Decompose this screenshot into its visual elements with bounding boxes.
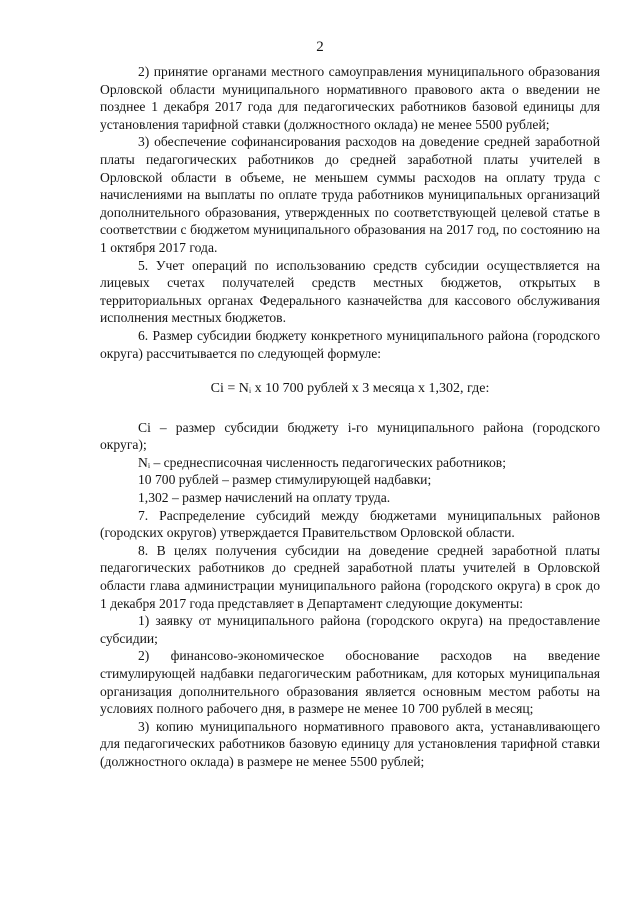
- definition-ci: Ci – размер субсидии бюджету i-го муниципального района (городского округа);: [100, 419, 600, 453]
- paragraph-clause-8-item-3: 3) копию муниципального нормативного правового акта, устанавливающего для педагогических работников базовую единицу для установления тарифной ставки (должностного оклада) в размере не менее 5500 рублей;: [100, 718, 600, 769]
- paragraph-item-3: 3) обеспечение софинансирования расходов на доведение средней заработной платы педагогических работников до средней заработной платы учителей в Орловской области в объеме, не меньшем суммы расходов на оплату труда с начислениями на выплаты по оплате труда работников муниципальных организаций дополнительного образования, утвержденных по соответствующей целевой статье в соответствии с бюджетом муниципального образования на 2017 год, по состоянию на 1 октября 2017 года.: [100, 134, 600, 255]
- paragraph-clause-8: 8. В целях получения субсидии на доведение средней заработной платы педагогических работников до средней заработной платы учителей в Орловской области глава администрации муниципального района (городского округа) в срок до 1 декабря 2017 года представляет в Департамент следующие документы:: [100, 542, 600, 611]
- definition-1302: 1,302 – размер начислений на оплату труда.: [138, 490, 391, 506]
- document-body: [100, 63, 600, 771]
- paragraph-clause-8-item-1: 1) заявку от муниципального района (городского округа) на предоставление субсидии;: [100, 613, 600, 646]
- page-number: 2: [316, 39, 324, 55]
- definition-10700: 10 700 рублей – размер стимулирующей надбавки;: [138, 472, 432, 488]
- definition-ni: Nᵢ – среднесписочная численность педагогических работников;: [138, 454, 506, 470]
- subsidy-formula: Ci = Nᵢ x 10 700 рублей x 3 месяца x 1,302, где:: [210, 381, 490, 397]
- paragraph-clause-5: 5. Учет операций по использованию средств субсидии осуществляется на лицевых счетах получателей средств местных бюджетов, открытых в территориальных органах Федерального казначейства для кассового обслуживания исполнения местных бюджетов.: [100, 257, 600, 326]
- paragraph-clause-7: 7. Распределение субсидий между бюджетами муниципальных районов (городских округов) утверждается Правительством Орловской области.: [100, 507, 600, 541]
- paragraph-clause-8-item-2: 2) финансово-экономическое обоснование расходов на введение стимулирующей надбавки педагогическим работникам, для которых муниципальная организация дополнительного образования является основным местом работы на условиях полного рабочего дня, в размере не менее 10 700 рублей в месяц;: [100, 648, 600, 717]
- paragraph-clause-6: 6. Размер субсидии бюджету конкретного муниципального района (городского округа) рассчитывается по следующей формуле:: [100, 327, 600, 361]
- paragraph-item-2: 2) принятие органами местного самоуправления муниципального образования Орловской области муниципального нормативного правового акта о введении не позднее 1 декабря 2017 года для педагогических работников базовой единицы для установления тарифной ставки (должностного оклада) не менее 5500 рублей;: [100, 64, 600, 132]
